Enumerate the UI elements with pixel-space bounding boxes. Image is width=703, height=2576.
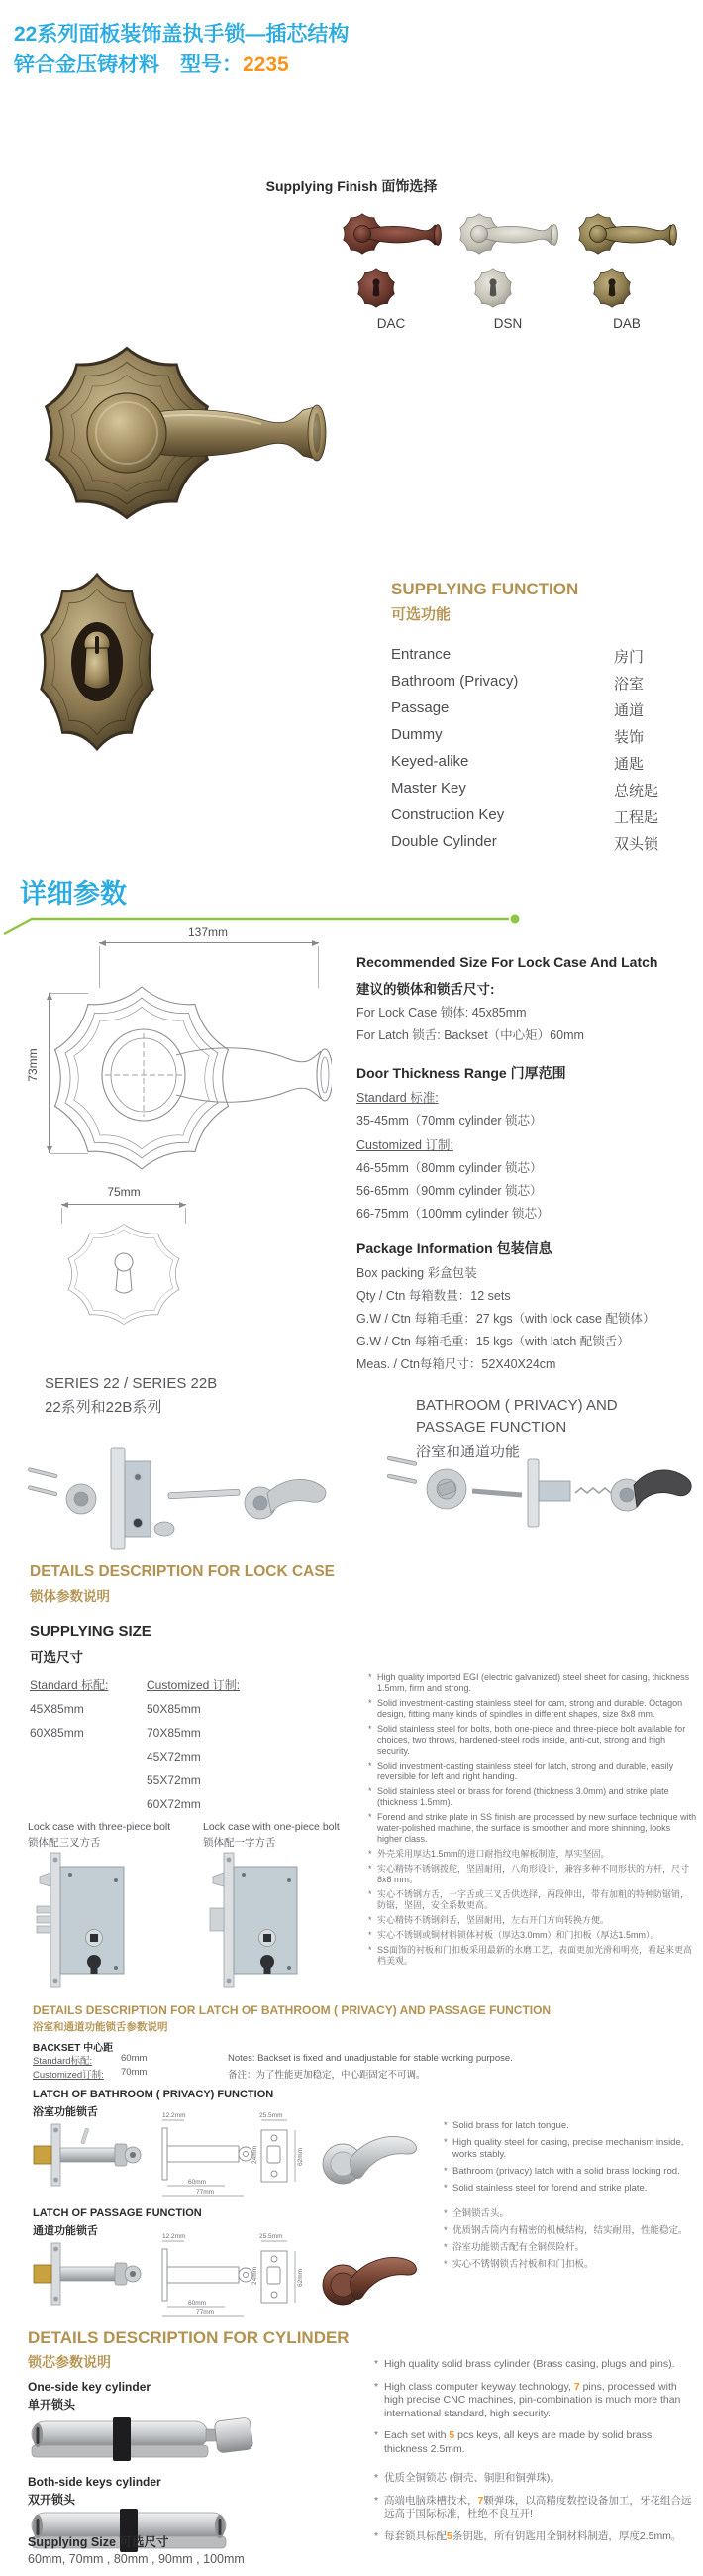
latch-bullets (444, 2120, 697, 2276)
backset-customized-label: Customized订制: (33, 2070, 104, 2081)
thickness-custom-value-3: 66-75mm（100mm cylinder 锁芯） (356, 1207, 550, 1221)
latch-passage-label-en: LATCH OF PASSAGE FUNCTION (33, 2207, 202, 2219)
finish-option-dac (337, 208, 446, 331)
details-section-title: 详细参数 (20, 879, 127, 909)
finish-escutcheon-dsn-image (453, 266, 562, 311)
lockcase-bullets (368, 1672, 697, 1971)
package-line-5: Meas. / Ctn每箱尺寸：52X40X24cm (356, 1357, 556, 1371)
lockcase-image-onepiece (208, 1851, 319, 1989)
lockcase-cust-size-3: 55X72mm (147, 1773, 201, 1787)
function-item-cn-2: 通道 (614, 702, 645, 719)
latch-dim-12-2: 12.2mm (162, 2233, 186, 2240)
function-item-en-4: Keyed-alike (391, 753, 469, 770)
cylinder-bullets (374, 2358, 697, 2552)
latch-dim-25-5: 25.5mm (259, 2233, 283, 2240)
material-label: 锌合金压铸材料 型号： (14, 54, 243, 76)
lockcase-bullet-cn-0: * 外壳采用厚达1.5mm的进口耐指纹电解板制造，厚实坚固。 (368, 1849, 697, 1860)
latch-bullet-cn-0: * 全铜锁舌头。 (444, 2208, 697, 2220)
cylinder-bothside-label-cn: 双开锁头 (28, 2493, 76, 2507)
latch-subheading: 浴室和通道功能锁舌参数说明 (33, 2021, 168, 2033)
lockcase-bullet-cn-3: * 实心精铸不锈钢斜舌，坚固耐用，左右开门方向转换方便。 (368, 1915, 697, 1926)
finish-handle-dac-image (337, 208, 446, 260)
bullet-highlight: 7 (573, 2380, 580, 2393)
lockcase-subheading: 锁体参数说明 (30, 1589, 110, 1604)
function-item-en-2: Passage (391, 699, 450, 716)
cylinder-photo-oneside (28, 2412, 265, 2467)
backset-standard-value: 60mm (121, 2053, 148, 2064)
function-item-en-7: Double Cylinder (391, 833, 497, 850)
cylinder-size-label: Supplying Size 可选尺寸 (28, 2535, 169, 2549)
bullet-text: High class computer keyway technology, (384, 2380, 574, 2393)
latch-dim-62: 62mm (297, 2147, 304, 2166)
cylinder-bullet-en-1 (374, 2381, 697, 2421)
door-thickness-title: Door Thickness Range 门厚范围 (356, 1065, 566, 1081)
bullet-text: 每套锁具标配 (384, 2529, 447, 2542)
lockcase-bullet-en-3: * Solid investment-casting stainless steel for latch, strong and durable, easily reversible for left and right handing. (368, 1761, 697, 1782)
bathroom-passage-label-1: BATHROOM ( PRIVACY) AND (416, 1397, 618, 1414)
latch-passage-label-cn: 通道功能锁舌 (33, 2225, 98, 2237)
handle-line-drawing (40, 976, 332, 1174)
finish-option-dsn (453, 208, 562, 331)
finish-handle-dab-image (572, 208, 681, 260)
package-line-1: Box packing 彩盒包装 (356, 1266, 477, 1280)
recommended-size-title: Recommended Size For Lock Case And Latch (356, 954, 658, 970)
cylinder-bullet-en-2 (374, 2429, 697, 2456)
series-label-en: SERIES 22 / SERIES 22B (45, 1375, 218, 1392)
latch-dim-62: 62mm (297, 2268, 304, 2287)
backset-customized-value: 70mm (121, 2067, 148, 2078)
bathroom-passage-label-3: 浴室和通道功能 (416, 1444, 521, 1460)
package-line-4: G.W / Ctn 每箱毛重：15 kgs（with latch 配锁舌） (356, 1335, 630, 1348)
cylinder-oneside-label-en: One-side key cylinder (28, 2380, 151, 2394)
lockcase-std-size-1: 60X85mm (30, 1726, 84, 1740)
bullet-text: 条钥匙，所有钥匙用全铜材料制造，厚度2.5mm。 (452, 2529, 682, 2542)
bullet-highlight: 7 (477, 2494, 484, 2507)
latch-photo-passage (28, 2237, 151, 2311)
cylinder-bullet-cn-2 (374, 2530, 697, 2544)
latch-bathroom-label-en: LATCH OF BATHROOM ( PRIVACY) FUNCTION (33, 2089, 274, 2100)
cylinder-oneside-label-cn: 单开锁头 (28, 2398, 76, 2412)
backset-note-en: Notes: Backset is fixed and unadjustable for stable working purpose. (228, 2053, 513, 2064)
backset-title: BACKSET 中心距 (33, 2043, 114, 2054)
dim-arrow-137mm (99, 942, 319, 943)
latch-bullet-en-3: * Solid stainless steel for forend and strike plate. (444, 2183, 697, 2195)
function-heading: SUPPLYING FUNCTION (391, 580, 579, 598)
latch-photo-bathroom (28, 2118, 151, 2193)
finish-option-dab (572, 208, 681, 331)
latch-bullet-en-1: * High quality steel for casing, precise mechanism inside, works stably. (444, 2137, 697, 2161)
lockcase-bullet-cn-1: * 实心精铸不锈钢拨舵，坚固耐用，八角形设计，兼容多种不同形状的方杆，尺寸8x8 mm。 (368, 1864, 697, 1885)
latch-dim-25-5: 25.5mm (259, 2112, 283, 2119)
latch-dim-60: 60mm (188, 2179, 207, 2186)
green-divider-line (0, 907, 540, 938)
lockcase-label-onepiece-en: Lock case with one-piece bolt (203, 1821, 340, 1833)
lockcase-bullet-en-2: * Solid stainless steel for bolts, both one-piece and three-piece bolt available for choices, two throws, hardened-steel rods inside, anti-cut, strong and high security. (368, 1724, 697, 1757)
bullet-text: pcs keys, all keys are made by solid brass, thickness 2.5mm. (384, 2429, 655, 2455)
lockcase-heading: DETAILS DESCRIPTION FOR LOCK CASE (30, 1563, 336, 1580)
package-info-title: Package Information 包装信息 (356, 1240, 552, 1256)
exploded-view-series22 (20, 1432, 337, 1560)
thickness-customized-label: Customized 订制: (356, 1138, 453, 1152)
function-item-cn-6: 工程匙 (614, 809, 659, 826)
lockcase-size-cn: 可选尺寸 (30, 1650, 83, 1664)
page-title-line2 (14, 49, 289, 78)
model-number: 2235 (243, 54, 289, 76)
bathroom-passage-label-2: PASSAGE FUNCTION (416, 1419, 567, 1436)
dim-label-73mm: 73mm (26, 1048, 40, 1082)
cylinder-sizes: 60mm, 70mm , 80mm , 90mm , 100mm (28, 2552, 245, 2566)
lockcase-size-title: SUPPLYING SIZE (30, 1623, 151, 1640)
page-title-line1: 22系列面板装饰盖执手锁—插芯结构 (14, 23, 350, 46)
finish-heading: Supplying Finish 面饰选择 (265, 178, 438, 194)
cylinder-bullet-cn-1 (374, 2495, 697, 2522)
finish-escutcheon-dab-image (572, 266, 681, 311)
function-item-en-3: Dummy (391, 726, 443, 743)
function-item-en-5: Master Key (391, 780, 466, 797)
recommended-latch-line: For Latch 锁舌: Backset（中心矩）60mm (356, 1028, 584, 1042)
function-item-cn-7: 双头锁 (614, 836, 659, 853)
function-item-cn-0: 房门 (614, 649, 645, 666)
latch-dim-60: 60mm (188, 2300, 207, 2307)
package-line-2: Qty / Ctn 每箱数量：12 sets (356, 1289, 511, 1303)
dim-label-137mm: 137mm (187, 925, 228, 939)
bullet-text: 颗弹珠，以高精度数控设备加工，牙花组合远远高于国际标准，杜绝不良互开! (384, 2494, 692, 2520)
lockcase-label-threepiece-en: Lock case with three-piece bolt (28, 1821, 171, 1833)
lockcase-bullet-en-1: * Solid investment-casting stainless steel for cam, strong and durable. Octagon design, fitting many kinds of spindles in different shapes, size 8x8 mm. (368, 1698, 697, 1720)
recommended-lockcase-line: For Lock Case 锁体: 45x85mm (356, 1006, 527, 1020)
dim-label-75mm: 75mm (107, 1185, 141, 1199)
series-label-cn: 22系列和22B系列 (45, 1399, 162, 1416)
backset-standard-label: Standard标配: (33, 2056, 93, 2067)
lockcase-cust-size-0: 50X85mm (147, 1702, 201, 1716)
lockcase-bullet-cn-5: * SS面饰的衬板和门扣板采用最新的水磨工艺，表面更加光滑和明亮，看起来更高档美观。 (368, 1945, 697, 1967)
escutcheon-line-drawing (57, 1219, 191, 1333)
bullet-text: Each set with (384, 2429, 450, 2441)
thickness-standard-label: Standard 标准: (356, 1091, 439, 1105)
function-item-en-6: Construction Key (391, 806, 505, 823)
bullet-highlight: 5 (447, 2529, 452, 2542)
cylinder-bullet-en-0 (374, 2358, 697, 2372)
thickness-standard-value: 35-45mm（70mm cylinder 锁芯） (356, 1114, 543, 1127)
thickness-custom-value-2: 56-65mm（90mm cylinder 锁芯） (356, 1184, 543, 1198)
cylinder-bullet-cn-0 (374, 2472, 697, 2486)
lockcase-label-threepiece-cn: 锁体配三叉方舌 (28, 1837, 101, 1849)
function-subheading: 可选功能 (391, 606, 452, 623)
lockcase-cust-size-2: 45X72mm (147, 1750, 201, 1764)
product-photo-handle (28, 335, 340, 531)
function-item-en-0: Entrance (391, 646, 452, 663)
latch-drawing-passage (156, 2229, 305, 2323)
function-item-en-1: Bathroom (Privacy) (391, 673, 519, 690)
latch-dim-77: 77mm (196, 2309, 215, 2316)
finish-code-dab: DAB (613, 316, 641, 331)
dim-arrow-75mm (61, 1204, 186, 1205)
finish-code-dsn: DSN (493, 316, 523, 331)
product-photo-escutcheon (28, 563, 166, 761)
cylinder-subheading: 锁芯参数说明 (28, 2354, 111, 2370)
lockcase-image-threepiece (35, 1851, 146, 1989)
latch-bathroom-label-cn: 浴室功能锁舌 (33, 2106, 98, 2118)
latch-bullet-en-0: * Solid brass for latch tongue. (444, 2120, 697, 2132)
function-item-cn-5: 总统匙 (614, 783, 659, 800)
recommended-size-subtitle: 建议的锁体和锁舌尺寸: (356, 982, 495, 997)
lockcase-customized-label: Customized 订制: (147, 1678, 241, 1692)
cylinder-heading: DETAILS DESCRIPTION FOR CYLINDER (28, 2328, 350, 2347)
exploded-view-bathroom-passage (381, 1432, 698, 1560)
bullet-highlight: 5 (449, 2429, 455, 2441)
bullet-text: 优质全铜锁芯 (铜壳、铜胆和铜弹珠)。 (384, 2472, 560, 2484)
latch-dim-24: 24mm (251, 2266, 258, 2285)
lockcase-label-onepiece-cn: 锁体配一字方舌 (203, 1837, 276, 1849)
function-item-cn-4: 通匙 (614, 756, 645, 773)
lockcase-bullet-cn-4: * 实心不锈钢或铜材料锁体衬板（厚达3.0mm）和门扣板（厚达1.5mm）。 (368, 1930, 697, 1941)
lockcase-cust-size-4: 60X72mm (147, 1797, 201, 1811)
bullet-text: High quality solid brass cylinder (Brass casing, plugs and pins). (384, 2358, 675, 2370)
lockcase-bullet-en-0: * High quality imported EGI (electric galvanized) steel sheet for casing, thickness 1.5mm, firm and strong. (368, 1672, 697, 1694)
latch-drawing-bathroom (156, 2108, 305, 2202)
lockcase-bullet-cn-2: * 实心不锈钢方舌，一字舌或三叉舌供选择，两段伸出，带有加粗的特种防锯销，防锯，坚固，安全系数更高。 (368, 1889, 697, 1911)
lever-photo-passage (309, 2233, 420, 2322)
backset-note-cn: 备注：为了性能更加稳定，中心距固定不可调。 (228, 2070, 426, 2081)
lockcase-standard-label: Standard 标配: (30, 1678, 109, 1692)
latch-dim-12-2: 12.2mm (162, 2112, 186, 2119)
latch-dim-24: 24mm (251, 2145, 258, 2164)
finish-code-dac: DAC (376, 316, 406, 331)
lockcase-bullet-en-4: * Solid stainless steel or brass for forend (thickness 3.0mm) and strike plate (thickness 1.5mm). (368, 1786, 697, 1808)
lever-photo-bathroom (309, 2112, 420, 2201)
package-line-3: G.W / Ctn 每箱毛重：27 kgs（with lock case 配锁体） (356, 1312, 655, 1326)
latch-bullet-cn-1: * 优质钢舌筒内有精密的机械结构，结实耐用，性能稳定。 (444, 2225, 697, 2237)
function-item-cn-1: 浴室 (614, 676, 645, 693)
lockcase-bullet-en-5: * Forend and strike plate in SS finish are processed by new surface technique with water-polished machine, the surface is smoother and more shinning, looks higher class. (368, 1812, 697, 1845)
thickness-custom-value-1: 46-55mm（80mm cylinder 锁芯） (356, 1161, 543, 1175)
finish-escutcheon-dac-image (337, 266, 446, 311)
finish-handle-dsn-image (453, 208, 562, 260)
bullet-text: 高端电脑珠槽技术， (384, 2494, 478, 2507)
cylinder-bothside-label-en: Both-side keys cylinder (28, 2475, 161, 2489)
latch-dim-77: 77mm (196, 2189, 215, 2196)
latch-bullet-en-2: * Bathroom (privacy) latch with a solid brass locking rod. (444, 2166, 697, 2178)
lockcase-std-size-0: 45X85mm (30, 1702, 84, 1716)
function-item-cn-3: 装饰 (614, 729, 645, 746)
latch-bullet-cn-3: * 实心不锈钢锁舌衬板和和门扣板。 (444, 2259, 697, 2271)
latch-bullet-cn-2: * 浴室功能锁舌配有全铜保险杆。 (444, 2242, 697, 2254)
lockcase-cust-size-1: 70X85mm (147, 1726, 201, 1740)
latch-heading: DETAILS DESCRIPTION FOR LATCH OF BATHROOM ( PRIVACY) AND PASSAGE FUNCTION (33, 2003, 552, 2017)
bullet-text: pins, processed with high precise CNC machines, pin-combination is much more than international standard, high security. (384, 2380, 681, 2419)
